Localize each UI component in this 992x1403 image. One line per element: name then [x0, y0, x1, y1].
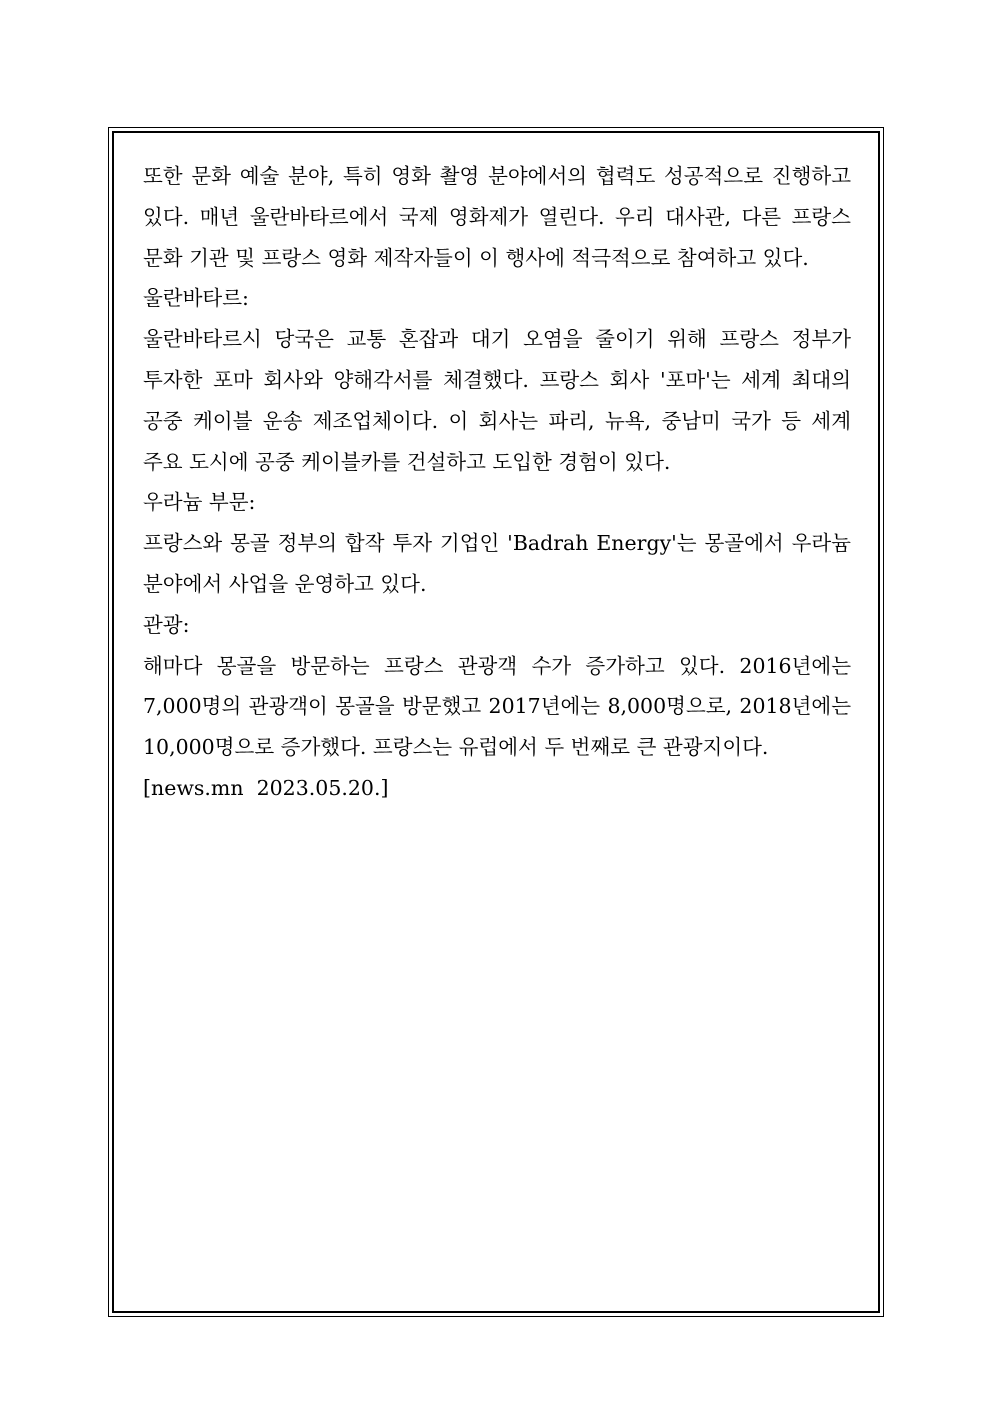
paragraph-tourism: 해마다 몽골을 방문하는 프랑스 관광객 수가 증가하고 있다. 2016년에는 7,000명의 관광객이 몽골을 방문했고 2017년에는 8,000명으로, 2018년에는 10,000명으로 증가했다. 프랑스는 유럽에서 두 번째로 큰 관광지이다. — [143, 653, 851, 760]
document-content — [143, 156, 851, 809]
paragraph-ulaanbaatar-cable: 울란바타르시 당국은 교통 혼잡과 대기 오염을 줄이기 위해 프랑스 정부가 투자한 포마 회사와 양해각서를 체결했다. 프랑스 회사 '포마'는 세계 최대의 공중 케이블 운송 제조업체이다. 이 회사는 파리, 뉴욕, 중남미 국가 등 세계 주요 도시에 공중 케이블카를 건설하고 도입한 경험이 있다. — [143, 327, 851, 474]
heading-tourism: 관광: — [143, 612, 190, 637]
paragraph-film-cooperation: 또한 문화 예술 분야, 특히 영화 촬영 분야에서의 협력도 성공적으로 진행하고 있다. 매년 울란바타르에서 국제 영화제가 열린다. 우리 대사관, 다른 프랑스 문화 기관 및 프랑스 영화 제작자들이 이 행사에 적극적으로 참여하고 있다. — [143, 164, 851, 270]
heading-ulaanbaatar: 울란바타르: — [143, 286, 249, 311]
source-citation: [news.mn 2023.05.20.] — [143, 775, 389, 800]
heading-uranium: 우라늄 부문: — [143, 490, 256, 515]
paragraph-uranium: 프랑스와 몽골 정부의 합작 투자 기업인 'Badrah Energy'는 몽골에서 우라늄 분야에서 사업을 운영하고 있다. — [143, 531, 851, 596]
